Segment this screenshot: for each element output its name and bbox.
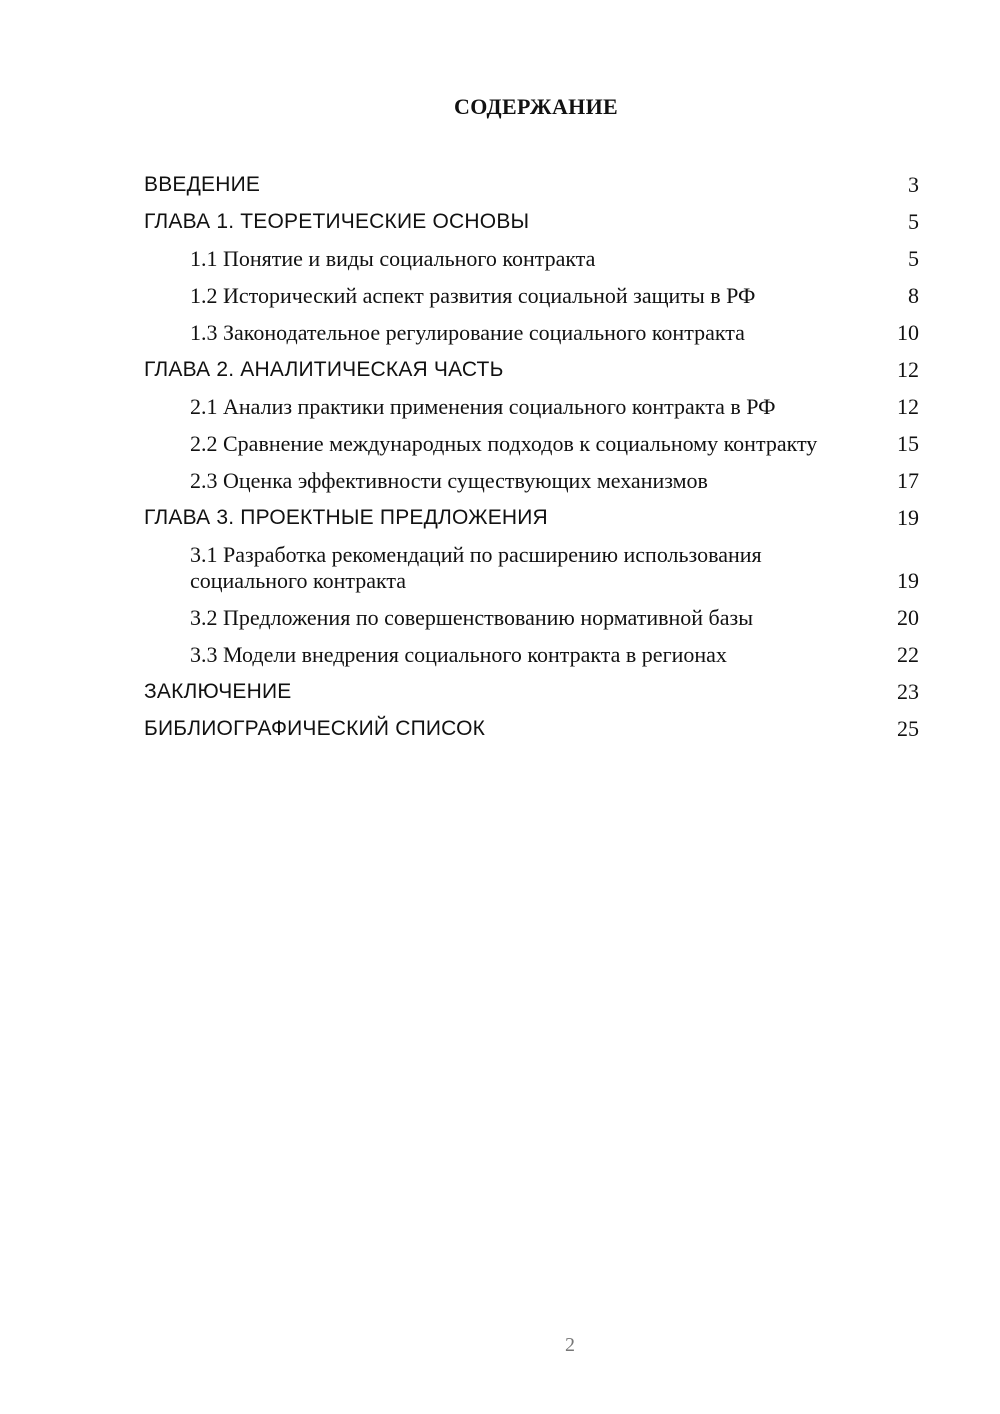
toc-entry-page: 23 (897, 679, 919, 704)
toc-entry-page: 19 (897, 568, 919, 593)
toc-entry-section-2-1 (144, 392, 919, 429)
toc-entry-text: 3.1 Разработка рекомендаций по расширению использования социального контракта (190, 542, 762, 593)
toc-entry-section-3-2 (144, 603, 919, 640)
toc-entry-text: 3.2 Предложения по совершенствованию нормативной базы (190, 605, 753, 630)
toc-entry-page: 25 (897, 716, 919, 741)
toc-entry-page: 3 (908, 172, 919, 197)
toc-entry-conclusion (144, 677, 919, 714)
toc-entry-page: 19 (897, 505, 919, 530)
toc-entry-section-3-3 (144, 640, 919, 677)
toc-entry-introduction (144, 170, 919, 207)
toc-entry-text: 1.2 Исторический аспект развития социальной защиты в РФ (190, 283, 756, 308)
toc-entry-section-1-1 (144, 244, 919, 281)
toc-entry-page: 22 (897, 642, 919, 667)
table-of-contents (144, 170, 919, 751)
toc-entry-section-1-3 (144, 318, 919, 355)
toc-entry-text: 3.3 Модели внедрения социального контракта в регионах (190, 642, 727, 667)
toc-entry-text: БИБЛИОГРАФИЧЕСКИЙ СПИСОК (144, 717, 486, 740)
toc-entry-section-3-1 (144, 540, 919, 603)
toc-entry-section-2-3 (144, 466, 919, 503)
toc-entry-text: 2.1 Анализ практики применения социального контракта в РФ (190, 394, 776, 419)
toc-entry-chapter-1 (144, 207, 919, 244)
toc-entry-text: ВВЕДЕНИЕ (144, 173, 261, 196)
toc-entry-section-2-2 (144, 429, 919, 466)
toc-entry-page: 12 (897, 357, 919, 382)
toc-entry-page: 17 (897, 468, 919, 493)
toc-entry-text: ГЛАВА 1. ТЕОРЕТИЧЕСКИЕ ОСНОВЫ (144, 210, 530, 233)
page-title: СОДЕРЖАНИЕ (454, 94, 618, 119)
toc-entry-text: ЗАКЛЮЧЕНИЕ (144, 680, 292, 703)
toc-entry-text: 1.1 Понятие и виды социального контракта (190, 246, 596, 271)
toc-entry-text: 1.3 Законодательное регулирование социального контракта (190, 320, 745, 345)
toc-entry-text: ГЛАВА 2. АНАЛИТИЧЕСКАЯ ЧАСТЬ (144, 358, 504, 381)
toc-entry-page: 20 (897, 605, 919, 630)
toc-entry-page: 15 (897, 431, 919, 456)
page-number: 2 (565, 1334, 575, 1356)
toc-entry-text: ГЛАВА 3. ПРОЕКТНЫЕ ПРЕДЛОЖЕНИЯ (144, 506, 548, 529)
toc-entry-text: 2.2 Сравнение международных подходов к социальному контракту (190, 431, 818, 456)
toc-entry-page: 5 (908, 209, 919, 234)
toc-entry-text: 2.3 Оценка эффективности существующих механизмов (190, 468, 708, 493)
toc-entry-bibliography (144, 714, 919, 751)
toc-entry-page: 5 (908, 246, 919, 271)
toc-entry-chapter-2 (144, 355, 919, 392)
toc-entry-page: 8 (908, 283, 919, 308)
toc-entry-section-1-2 (144, 281, 919, 318)
toc-entry-page: 12 (897, 394, 919, 419)
toc-entry-page: 10 (897, 320, 919, 345)
toc-entry-chapter-3 (144, 503, 919, 540)
